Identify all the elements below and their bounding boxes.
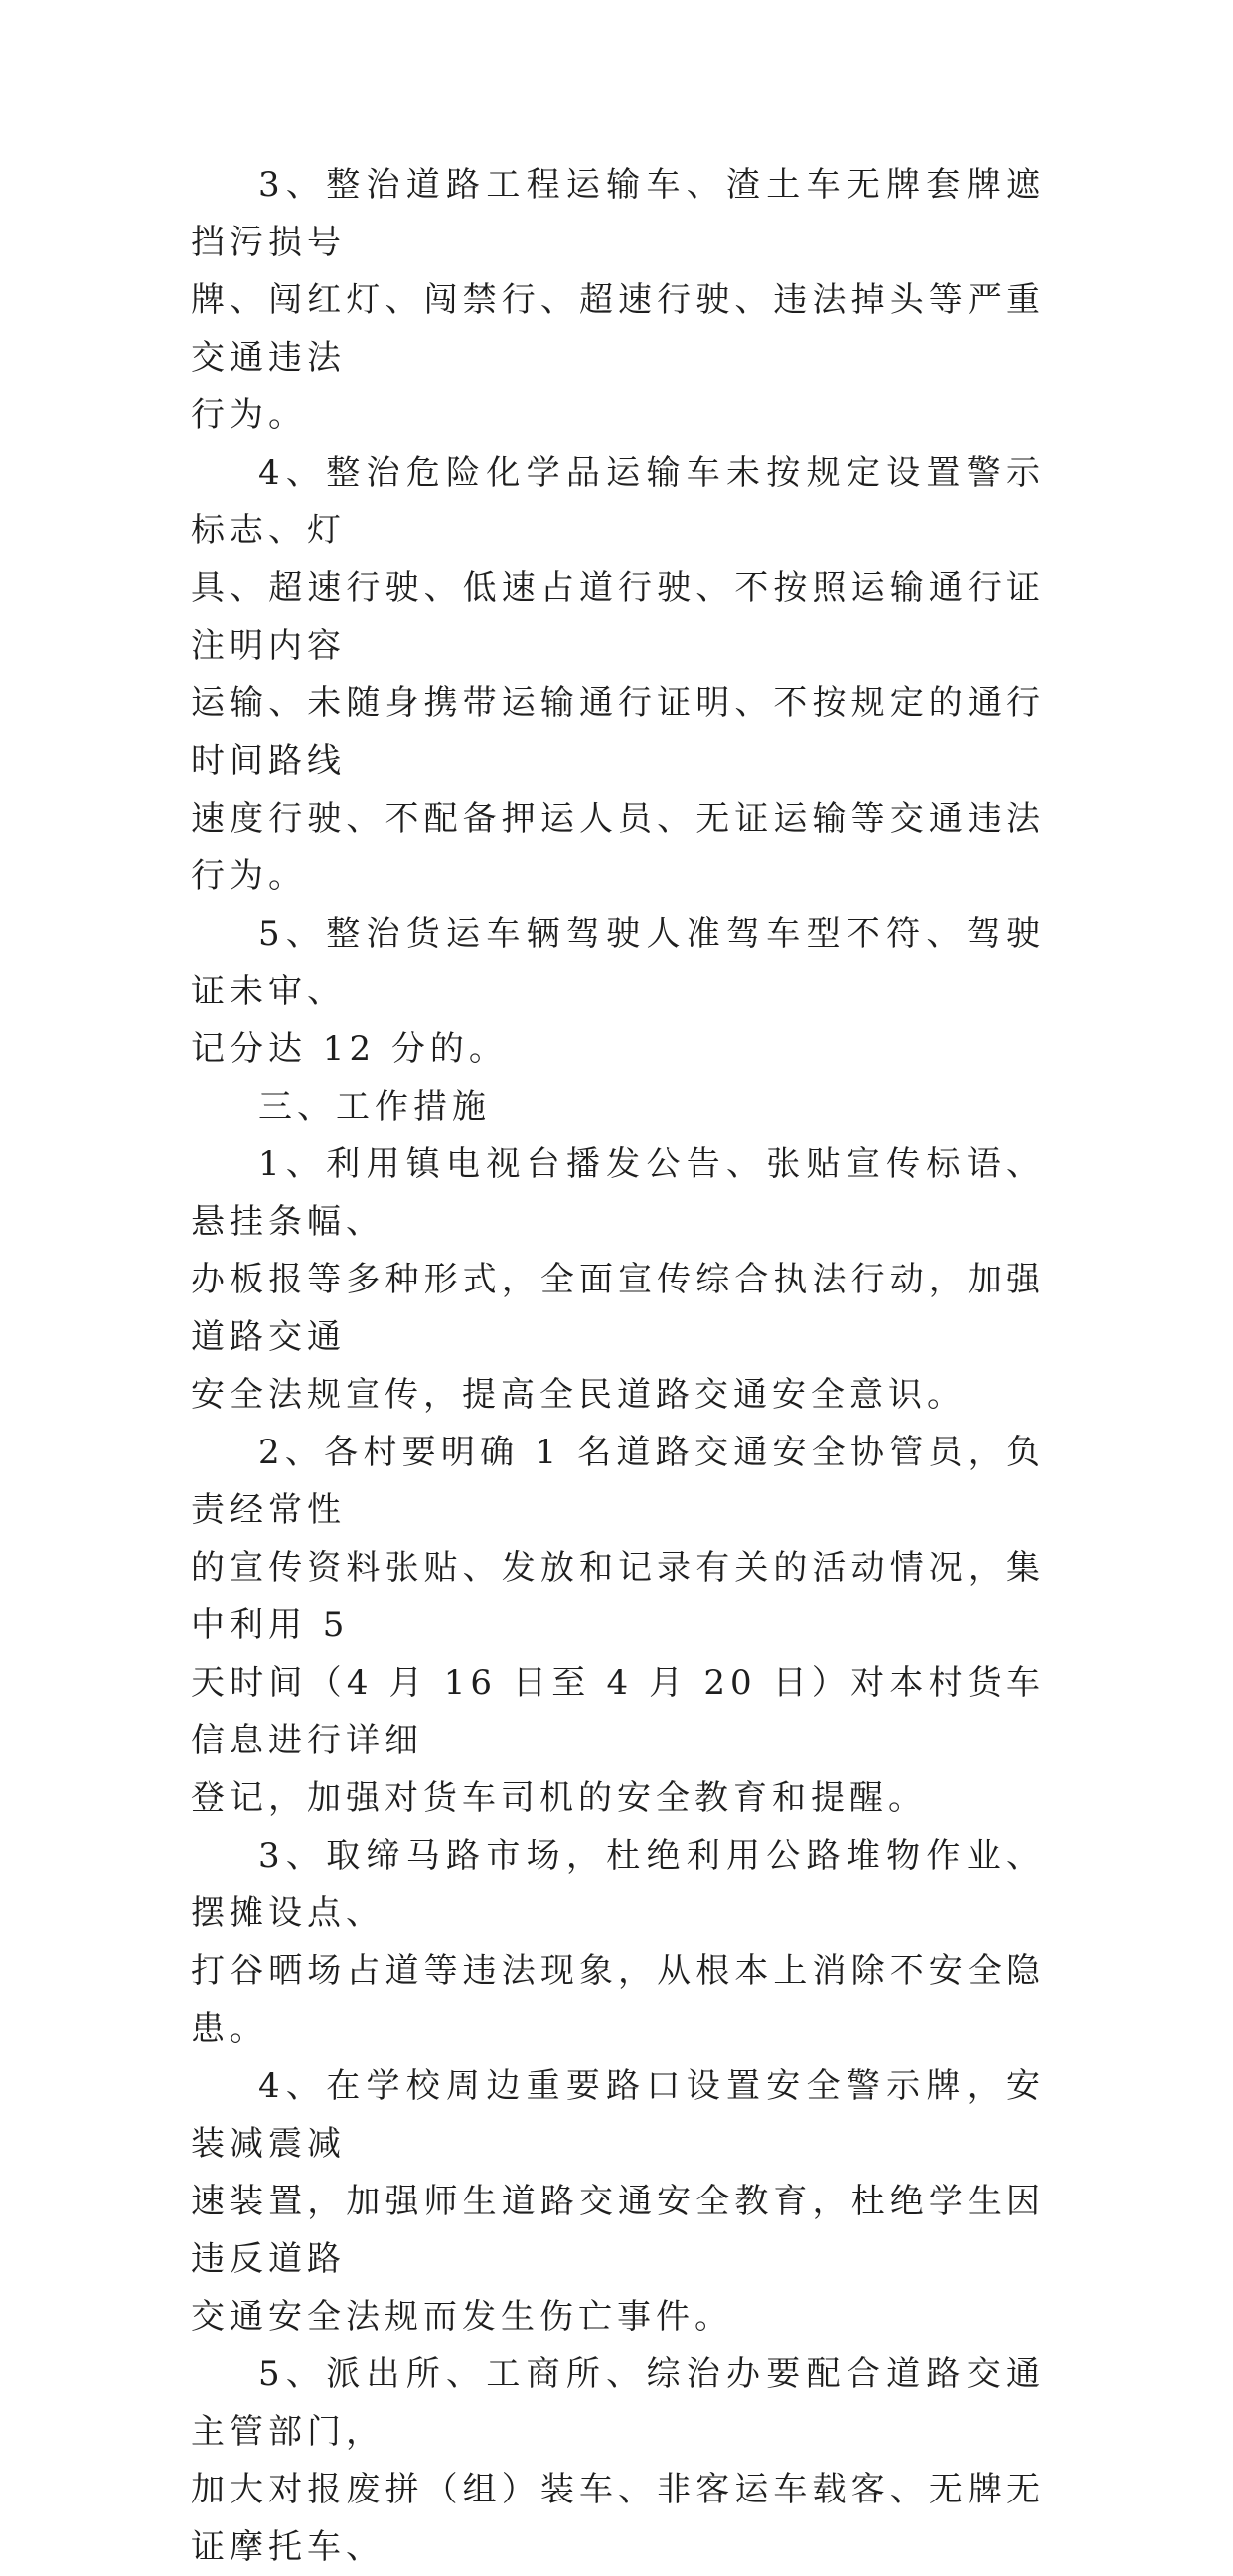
section-heading-measures: 三、工作措施	[258, 1087, 491, 1127]
document-body	[191, 156, 1045, 2576]
paragraph-measure-4: 4、在学校周边重要路口设置安全警示牌，安装减震减 速装置，加强师生道路交通安全教育，杜绝学生因违反道路 交通安全法规而发生伤亡事件。	[191, 2066, 1045, 2337]
paragraph-measure-1: 1、利用镇电视台播发公告、张贴宣传标语、悬挂条幅、 办板报等多种形式，全面宣传综合执法行动，加强道路交通 安全法规宣传，提高全民道路交通安全意识。	[191, 1144, 1045, 1415]
paragraph-item-4-hazardous: 4、整治危险化学品运输车未按规定设置警示标志、灯 具、超速行驶、低速占道行驶、不按照运输通行证注明内容 运输、未随身携带运输通行证明、不按规定的通行时间路线 速度行驶、不配备押运人员、无证运输等交通违法行为。	[191, 453, 1045, 896]
paragraph-item-3-vehicles: 3、整治道路工程运输车、渣土车无牌套牌遮挡污损号 牌、闯红灯、闯禁行、超速行驶、违法掉头等严重交通违法 行为。	[191, 165, 1045, 435]
paragraph-measure-5: 5、派出所、工商所、综治办要配合道路交通主管部门， 加大对报废拼（组）装车、非客运车载客、无牌无证摩托车、	[191, 2354, 1045, 2567]
paragraph-measure-2: 2、各村要明确 1 名道路交通安全协管员，负责经常性 的宣传资料张贴、发放和记录有关的活动情况，集中利用 5 天时间（4 月 16 日至 4 月 20 日）对本村货车信息进行详细 登记，加强对货车司机的安全教育和提醒。	[191, 1433, 1045, 1818]
paragraph-item-5-freight: 5、整治货运车辆驾驶人准驾车型不符、驾驶证未审、 记分达 12 分的。	[191, 914, 1045, 1069]
paragraph-measure-3: 3、取缔马路市场，杜绝利用公路堆物作业、摆摊设点、 打谷晒场占道等违法现象，从根本上消除不安全隐患。	[191, 1836, 1045, 2048]
